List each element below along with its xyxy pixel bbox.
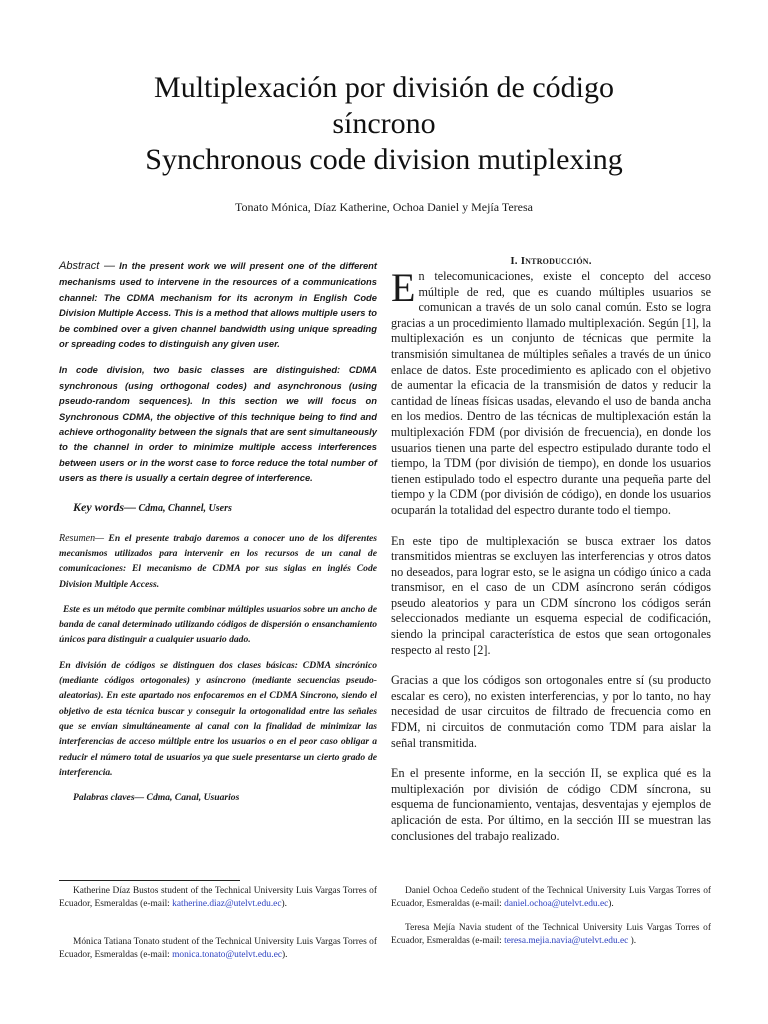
footnote-b-end: ). bbox=[282, 949, 288, 960]
author-list: Tonato Mónica, Díaz Katherine, Ochoa Daniel y Mejía Teresa bbox=[235, 200, 533, 214]
paper-title bbox=[60, 70, 708, 178]
keywords-lead: Key words— bbox=[73, 499, 136, 514]
footnote-daniel bbox=[391, 885, 711, 910]
email-link-monica[interactable]: monica.tonato@utelvt.edu.ec bbox=[172, 949, 283, 960]
section-title: Introducción. bbox=[520, 255, 592, 267]
email-link-teresa[interactable]: teresa.mejia.navia@utelvt.edu.ec bbox=[504, 935, 629, 946]
section-heading bbox=[391, 255, 711, 267]
left-column bbox=[59, 258, 377, 803]
abstract-paragraph-1 bbox=[59, 258, 377, 351]
abstract-paragraph-2: In code division, two basic classes are distinguished: CDMA synchronous (using orthogonal codes) and asynchronous (using pseudo-random sequences). In this section we will focus on Synchronous CDMA, the objective of this technique being to find and achieve orthogonality between the signals that are sent simultaneously to the channel in order to minimize multiple access interferences between users or in the worst case to force reduce the total number of users as there is usually a certain degree of interference. bbox=[59, 364, 377, 484]
resumen-paragraph-2: Este es un método que permite combinar múltiples usuarios sobre un ancho de banda de canal determinado utilizando códigos de dispersión o ensanchamiento únicos para distinguir a cualquier usuario dado. bbox=[59, 603, 377, 646]
intro-paragraph-3: Gracias a que los códigos son ortogonales entre sí (su producto escalar es cero), no existen interferencias, y por lo tanto, no hay necesidad de usar circuitos de filtrado de frecuencia como en FDM, ni circuitos de conmutación como TDM para aislar la señal transmitida. bbox=[391, 673, 711, 750]
footnote-a-end: ). bbox=[281, 898, 287, 909]
intro-paragraph-1 bbox=[391, 265, 711, 519]
email-link-daniel[interactable]: daniel.ochoa@utelvt.edu.ec bbox=[504, 898, 609, 909]
title-line-3: Synchronous code division mutiplexing bbox=[145, 143, 623, 176]
section-number: I. bbox=[510, 255, 518, 267]
abstract-lead: Abstract — bbox=[59, 260, 115, 272]
footnote-a-text: Katherine Díaz Bustos student of the Technical University Luis Vargas Torres of Ecuador, Esmeraldas (e-mail: bbox=[59, 886, 377, 909]
footnote-d-end: ). bbox=[628, 935, 637, 946]
drop-cap: E bbox=[391, 265, 416, 310]
resumen-paragraph-1 bbox=[59, 531, 377, 592]
intro-paragraph-4: En el presente informe, en la sección II, se explica qué es la multiplexación por división de código CDM síncrona, su esquema de funcionamiento, ventajas, desventajas y ejemplos de aplicación de esta. Por último, en la sección III se muestran las conclusiones del trabajo realizado. bbox=[391, 766, 711, 843]
intro-paragraph-2: En este tipo de multiplexación se busca extraer los datos transmitidos mientras se excluyen las interferencias y otros datos no deseados, para lograr esto, se le asigna un código único a cada transmisor, en el caso de un CDM asíncrono serán códigos pseudo aleatorios y para un CDM síncrono los códigos serán seleccionados mediante un esquema especial de codificación, siendo la principal característica de estos que sean ortogonales respecto al resto [2]. bbox=[391, 533, 711, 657]
resumen bbox=[59, 531, 377, 780]
keywords bbox=[59, 500, 377, 515]
footnote-b-text: Mónica Tatiana Tonato student of the Technical University Luis Vargas Torres of Ecuador, Esmeraldas (e-mail: bbox=[59, 937, 377, 960]
resumen-lead: Resumen— bbox=[59, 532, 104, 544]
section-body bbox=[391, 265, 711, 844]
footnote-monica bbox=[59, 936, 377, 961]
footnote-c-end: ). bbox=[608, 898, 614, 909]
footnote-divider bbox=[59, 880, 240, 881]
keywords-text: Cdma, Channel, Users bbox=[138, 502, 232, 514]
title-line-1: Multiplexación por división de código bbox=[154, 71, 614, 104]
resumen-text-1: En el presente trabajo daremos a conocer uno de los diferentes mecanismos utilizados para intervenir en los recursos de un canal de comunicaciones: El mecanismo de CDMA por sus siglas en inglés Code Division Multiple Access. bbox=[59, 532, 377, 590]
abstract bbox=[59, 258, 377, 486]
abstract-text-1: In the present work we will present one of the different mechanisms used to intervene in the resources of a communications channel: The CDMA mechanism for its acronym in English Code Division Multiple Access. This is a method that allows multiple users to be combined over a given channel bandwidth using unique spreading or spreading codes to distinguish any given user. bbox=[59, 260, 378, 350]
footnote-katherine bbox=[59, 885, 377, 910]
right-column bbox=[391, 255, 711, 844]
footnote-d-text: Teresa Mejía Navia student of the Technical University Luis Vargas Torres of Ecuador, Esmeraldas (e-mail: bbox=[391, 923, 711, 946]
footnote-c-text: Daniel Ochoa Cedeño student of the Technical University Luis Vargas Torres of Ecuador, Esmeraldas (e-mail: bbox=[391, 886, 711, 909]
title-line-2: síncrono bbox=[332, 107, 436, 140]
resumen-paragraph-3: En división de códigos se distinguen dos clases básicas: CDMA sincrónico (mediante códigos ortogonales) y asíncrono (mediante secuencias pseudo-aleatorias). En este apartado nos enfocaremos en el CDMA Síncrono, siendo el objetivo de esta técnica buscar y conseguir la ortogonalidad entre las señales que se envían simultáneamente al canal con la finalidad de minimizar las interferencias de acceso múltiple entre los usuarios o en el peor caso obligar a reducir el número total de usuarios ya que suele presentarse un cierto grado de interferencia. bbox=[59, 659, 377, 778]
footnote-teresa bbox=[391, 922, 711, 947]
email-link-katherine[interactable]: katherine.diaz@utelvt.edu.ec bbox=[172, 898, 282, 909]
intro-text-1: n telecomunicaciones, existe el concepto del acceso múltiple de red, que es cuando múltiples usuarios se comunican a través de un solo canal común. Esto se logra gracias a un procedimiento llamado multiplexación. Según [1], la multiplexación es un conjunto de técnicas que permite la transmisión simultanea de múltiples señales a través de un único enlace de datos. Este procedimiento es aplicado con el objetivo de aumentar la eficacia de la transmisión de datos y reducir la cantidad de líneas físicas usadas, elevando el uso de banda ancha en los medios. Dentro de las técnicas de multiplexación están la multiplexación FDM (por división de frecuencia), en donde los usuarios tienen una parte del espectro estipulado durante todo el tiempo, la TDM (por división de tiempo), en donde los usuarios tienen estipulado todo el espectro durante una pequeña parte del tiempo y la CDM (por división de código), en donde los usuarios ocuparán la totalidad del espectro durante todo el tiempo. bbox=[391, 269, 711, 517]
palabras-claves: Palabras claves— Cdma, Canal, Usuarios bbox=[73, 792, 240, 804]
